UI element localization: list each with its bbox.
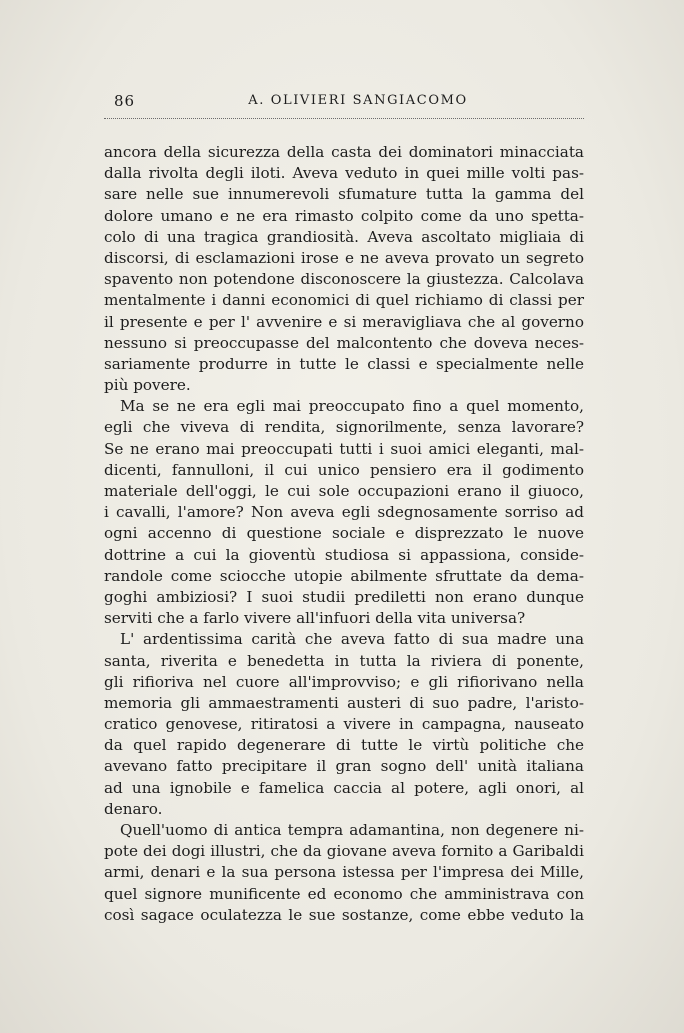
text-line: ogni accenno di questione sociale e disprezzato le nuove xyxy=(104,524,584,543)
text-line: mentalmente i danni economici di quel richiamo di classi per xyxy=(104,291,584,310)
text-line: Ma se ne era egli mai preoccupato fino a quel momento, xyxy=(120,397,584,416)
text-line: colo di una tragica grandiosità. Aveva ascoltato migliaia di xyxy=(104,227,584,246)
text-line: ancora della sicurezza della casta dei dominatori minacciata xyxy=(104,143,584,161)
text-line: ad una ignobile e famelica caccia al potere, agli onori, al xyxy=(104,778,584,797)
text-line: discorsi, di esclamazioni irose e ne aveva provato un segreto xyxy=(104,248,584,267)
text-line: goghi ambiziosi? I suoi studii prediletti non erano dunque xyxy=(104,587,584,606)
text-line: dolore umano e ne era rimasto colpito come da uno spetta- xyxy=(104,206,584,225)
body-text xyxy=(104,142,584,926)
text-line: spavento non potendone disconoscere la giustezza. Calcolava xyxy=(104,270,584,289)
text-line: il presente e per l' avvenire e si meravigliava che al governo xyxy=(104,312,584,331)
text-line: L' ardentissima carità che aveva fatto di sua madre una xyxy=(120,630,584,649)
text-line: cratico genovese, ritiratosi a vivere in campagna, nauseato xyxy=(104,715,584,734)
text-line: dalla rivolta degli iloti. Aveva veduto in quei mille volti pas- xyxy=(104,164,584,183)
text-line: denaro. xyxy=(104,799,163,818)
text-line: dicenti, fannulloni, il cui unico pensiero era il godimento xyxy=(104,460,584,479)
text-line: gli rifioriva nel cuore all'improvviso; e gli rifiorivano nella xyxy=(104,672,584,691)
text-line: dottrine a cui la gioventù studiosa si appassiona, conside- xyxy=(104,545,584,564)
text-line: materiale dell'oggi, le cui sole occupazioni erano il giuoco, xyxy=(104,482,584,500)
page-number: 86 xyxy=(114,92,136,110)
text-line: serviti che a farlo vivere all'infuori della vita universa? xyxy=(104,609,526,628)
text-line: così sagace oculatezza le sue sostanze, come ebbe veduto la xyxy=(104,905,584,924)
text-line: pote dei dogi illustri, che da giovane aveva fornito a Garibaldi xyxy=(104,842,584,861)
page-header xyxy=(104,92,584,116)
text-line: nessuno si preoccupasse del malcontento che doveva neces- xyxy=(104,333,584,352)
text-line: armi, denari e la sua persona istessa per l'impresa dei Mille, xyxy=(104,863,584,882)
text-line: avevano fatto precipitare il gran sogno dell' unità italiana xyxy=(104,757,584,776)
text-line: più povere. xyxy=(104,376,191,395)
header-rule xyxy=(104,118,584,119)
text-line: egli che viveva di rendita, signorilmente, senza lavorare? xyxy=(104,418,584,437)
text-line: sare nelle sue innumerevoli sfumature tutta la gamma del xyxy=(104,185,584,204)
text-line: santa, riverita e benedetta in tutta la riviera di ponente, xyxy=(104,651,584,670)
text-line: Quell'uomo di antica tempra adamantina, non degenere ni- xyxy=(120,821,584,839)
running-head: A. OLIVIERI SANGIACOMO xyxy=(248,93,468,108)
text-line: da quel rapido degenerare di tutte le virtù politiche che xyxy=(104,736,584,755)
text-line: memoria gli ammaestramenti austeri di suo padre, l'aristo- xyxy=(104,693,584,712)
text-line: randole come sciocche utopie abilmente sfruttate da dema- xyxy=(104,566,584,585)
text-line: sariamente produrre in tutte le classi e specialmente nelle xyxy=(104,354,584,373)
text-line: Se ne erano mai preoccupati tutti i suoi amici eleganti, mal- xyxy=(104,439,584,458)
text-line: i cavalli, l'amore? Non aveva egli sdegnosamente sorriso ad xyxy=(104,503,584,522)
text-line: quel signore munificente ed economo che amministrava con xyxy=(104,884,584,903)
